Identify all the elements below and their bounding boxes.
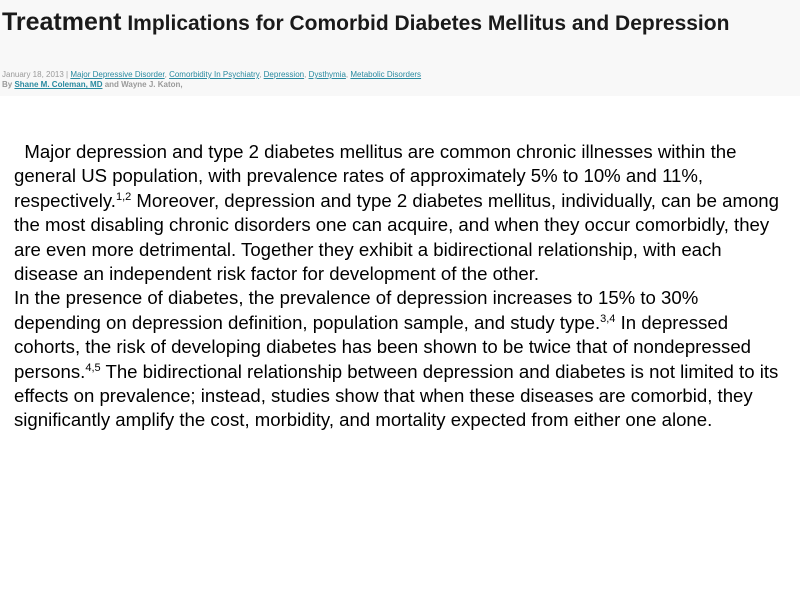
paragraph-2-text-a: In the presence of diabetes, the prevalence of depression increases to 15% to 30% depending on depression definition, population sample, and study type.	[14, 287, 699, 333]
article-title	[2, 9, 762, 37]
byline-suffix: and Wayne J. Katon,	[102, 80, 183, 89]
tag-separator: ,	[259, 70, 264, 79]
paragraph-1-text-b: Moreover, depression and type 2 diabetes mellitus, individually, can be among the most disabling chronic disorders one can acquire, and when they occur comorbidly, they are even more detrimental. Together they exhibit a bidirectional relationship, with each disease an independent risk factor for development of the other.	[14, 189, 779, 285]
paragraph-2-text-b: In depressed cohorts, the risk of developing diabetes has been shown to be twice that of nondepressed persons.	[14, 311, 751, 382]
paragraph-1	[14, 140, 784, 286]
author-link[interactable]: Shane M. Coleman, MD	[14, 80, 103, 89]
paragraph-1-text-a: Major depression and type 2 diabetes mellitus are common chronic illnesses within the general US population, with prevalence rates of approximately 5% to 10% and 11%, respectively.	[14, 141, 737, 211]
title-first-word: Treatment	[2, 8, 122, 36]
article-body	[14, 140, 784, 433]
tag-link-depression[interactable]: Depression	[263, 70, 305, 79]
article-header	[0, 0, 800, 96]
byline	[2, 80, 183, 90]
tag-link-metabolic-disorders[interactable]: Metabolic Disorders	[350, 70, 422, 79]
paragraph-2	[14, 286, 784, 432]
tag-separator: ,	[164, 70, 170, 79]
paragraph-2-text-c: The bidirectional relationship between depression and diabetes is not limited to its effects on prevalence; instead, studies show that when these diseases are comorbid, they significantly amplify the cost, morbidity, and mortality expected from either one alone.	[14, 360, 779, 431]
tag-separator: ,	[304, 70, 309, 79]
tag-link-comorbidity-in-psychiatry[interactable]: Comorbidity In Psychiatry	[169, 70, 260, 79]
tag-link-major-depressive-disorder[interactable]: Major Depressive Disorder	[70, 70, 165, 79]
article-meta	[2, 70, 421, 80]
title-rest: Implications for Comorbid Diabetes Mellitus and Depression	[121, 12, 730, 35]
citation-ref-1-2: 1,2	[115, 190, 132, 203]
byline-prefix: By	[2, 80, 15, 89]
citation-ref-3-4: 3,4	[600, 312, 616, 325]
tag-link-dysthymia[interactable]: Dysthymia	[308, 70, 346, 79]
tag-separator: ,	[345, 70, 351, 79]
publish-date: January 18, 2013 |	[2, 70, 71, 79]
citation-ref-4-5: 4,5	[85, 361, 101, 374]
